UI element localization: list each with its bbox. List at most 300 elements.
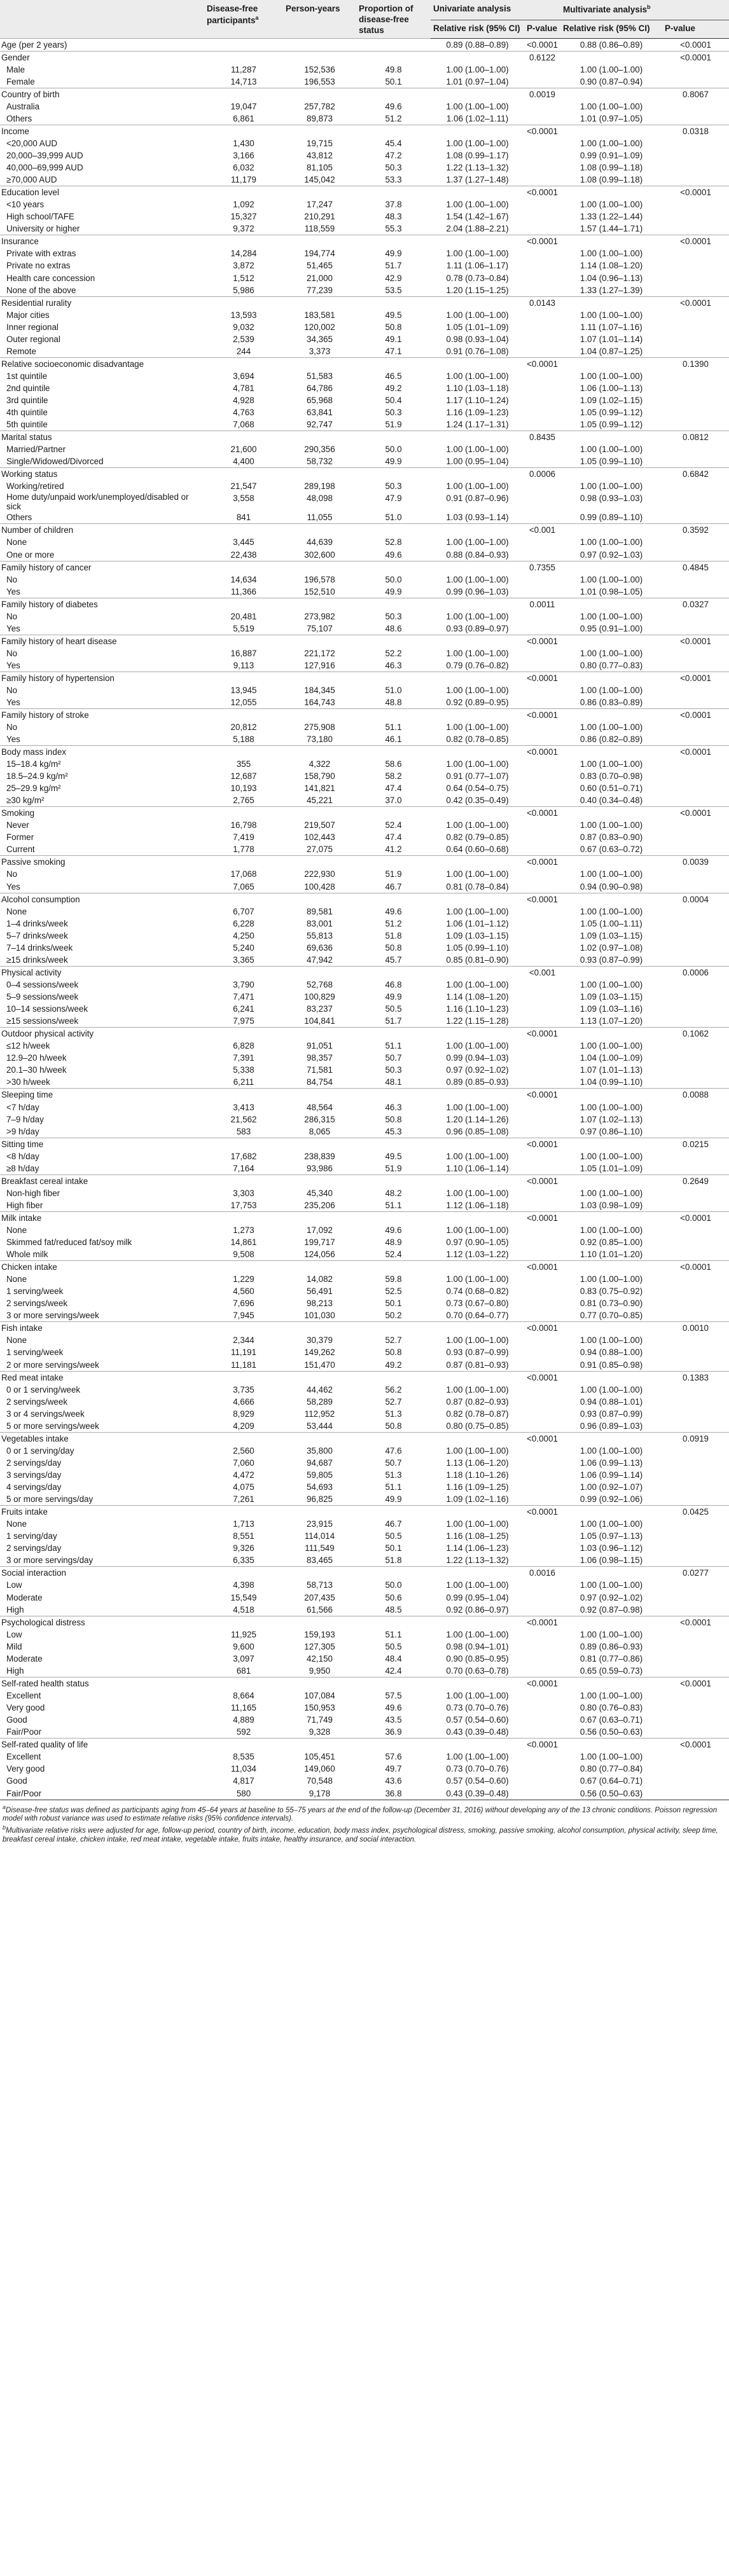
cell-proportion: 52.7 bbox=[385, 1396, 402, 1407]
cell-person-years: 84,754 bbox=[307, 1077, 333, 1087]
cell-participants bbox=[204, 125, 283, 137]
cell-multivariate-p: 0.0039 bbox=[662, 856, 729, 869]
cell-label: Yes bbox=[6, 660, 20, 670]
cell-univariate-p bbox=[524, 1641, 560, 1653]
cell-proportion: 52.5 bbox=[385, 1286, 402, 1297]
cell-person-years: 11,055 bbox=[307, 513, 333, 523]
cell-label: Non-high fiber bbox=[6, 1188, 60, 1198]
cell-multivariate-p bbox=[662, 443, 729, 455]
cell-person-years: 34,365 bbox=[307, 334, 333, 344]
cell-proportion: 48.5 bbox=[385, 1604, 402, 1615]
cell-participants bbox=[204, 1261, 283, 1274]
cell-univariate-p bbox=[524, 586, 560, 598]
cell-multivariate-p bbox=[662, 1003, 729, 1015]
cell-multivariate-p: 0.4845 bbox=[662, 561, 729, 574]
table-row bbox=[0, 659, 729, 672]
cell-proportion: 46.5 bbox=[385, 371, 402, 381]
cell-multivariate-p bbox=[662, 418, 729, 431]
cell-univariate-rr: 1.16 (1.09–1.25) bbox=[446, 1482, 509, 1492]
cell-proportion bbox=[356, 186, 431, 199]
cell-label: Former bbox=[6, 832, 34, 843]
cell-person-years: 27,075 bbox=[307, 844, 333, 855]
footnote-a bbox=[3, 1803, 726, 1824]
table-row bbox=[0, 623, 729, 635]
cell-univariate-p bbox=[524, 1309, 560, 1322]
cell-label: <20,000 AUD bbox=[6, 138, 58, 148]
cell-univariate-p: <0.0001 bbox=[524, 125, 560, 137]
cell-label: 2 servings/week bbox=[6, 1396, 68, 1407]
cell-multivariate-p bbox=[662, 770, 729, 782]
table-row bbox=[0, 1224, 729, 1236]
table-row bbox=[0, 1359, 729, 1372]
cell-multivariate-p bbox=[662, 1775, 729, 1787]
cell-univariate-p bbox=[524, 1126, 560, 1138]
cell-participants: 12,687 bbox=[230, 771, 257, 782]
cell-multivariate-rr: 1.05 (1.00–1.11) bbox=[580, 918, 642, 928]
cell-label: ≥30 kg/m² bbox=[6, 796, 45, 806]
cell-multivariate-p: 0.8067 bbox=[662, 88, 729, 100]
cell-multivariate-rr: 0.92 (0.87–0.98) bbox=[580, 1604, 643, 1615]
cell-univariate-p bbox=[524, 1592, 560, 1604]
cell-label: Insurance bbox=[0, 235, 204, 248]
cell-label: Self-rated quality of life bbox=[0, 1739, 204, 1751]
cell-proportion bbox=[356, 635, 431, 647]
cell-multivariate-p: 0.0088 bbox=[662, 1089, 729, 1101]
cell-univariate-rr: 0.64 (0.60–0.68) bbox=[446, 844, 509, 855]
cell-label: Others bbox=[6, 513, 32, 523]
cell-multivariate-p bbox=[662, 549, 729, 561]
cell-multivariate-p: 0.0006 bbox=[662, 966, 729, 979]
cell-participants: 3,413 bbox=[233, 1102, 254, 1112]
cell-proportion: 47.4 bbox=[385, 783, 402, 794]
cell-participants: 22,438 bbox=[230, 549, 257, 560]
cell-label: Skimmed fat/reduced fat/soy milk bbox=[6, 1237, 132, 1247]
cell-multivariate-p bbox=[662, 659, 729, 672]
cell-label: ≥15 drinks/week bbox=[6, 954, 68, 965]
cell-person-years: 44,639 bbox=[307, 537, 333, 548]
cell-person-years bbox=[283, 431, 356, 444]
table-body bbox=[0, 38, 729, 1799]
cell-multivariate-rr: 1.00 (1.00–1.00) bbox=[580, 64, 643, 74]
cell-multivariate-p: <0.0001 bbox=[662, 1677, 729, 1690]
table-row bbox=[0, 1408, 729, 1420]
cell-univariate-p: <0.0001 bbox=[524, 856, 560, 869]
cell-multivariate-p: <0.0001 bbox=[662, 38, 729, 51]
cell-univariate-rr: 1.00 (1.00–1.00) bbox=[446, 200, 509, 210]
cell-participants bbox=[204, 1567, 283, 1580]
cell-multivariate-p bbox=[662, 1592, 729, 1604]
variable-row bbox=[0, 88, 729, 100]
cell-participants bbox=[204, 1322, 283, 1335]
cell-multivariate-rr: 1.00 (1.00–1.00) bbox=[580, 869, 643, 879]
cell-univariate-rr: 0.99 (0.96–1.03) bbox=[446, 586, 509, 596]
cell-multivariate-rr bbox=[560, 856, 662, 869]
table-row bbox=[0, 549, 729, 561]
cell-participants: 11,366 bbox=[231, 586, 256, 596]
cell-participants: 9,032 bbox=[233, 322, 254, 332]
cell-multivariate-rr: 1.00 (1.00–1.00) bbox=[580, 722, 643, 732]
cell-multivariate-rr: 1.03 (0.96–1.12) bbox=[580, 1543, 643, 1553]
header-multivariate-label: Multivariate analysis bbox=[563, 4, 648, 15]
cell-proportion: 49.9 bbox=[385, 249, 402, 259]
cell-univariate-p: <0.001 bbox=[524, 966, 560, 979]
cell-univariate-rr: 1.10 (1.06–1.14) bbox=[446, 1163, 509, 1173]
cell-label: Excellent bbox=[6, 1752, 41, 1762]
cell-person-years bbox=[283, 1616, 356, 1629]
cell-univariate-rr: 0.81 (0.78–0.84) bbox=[446, 881, 509, 892]
cell-person-years: 83,237 bbox=[307, 1004, 333, 1014]
cell-person-years: 9,328 bbox=[309, 1727, 331, 1737]
cell-person-years bbox=[283, 1432, 356, 1445]
cell-univariate-p bbox=[524, 333, 560, 345]
table-row bbox=[0, 942, 729, 954]
cell-univariate-p: <0.0001 bbox=[524, 708, 560, 721]
cell-label: None bbox=[6, 1274, 27, 1285]
cell-label: High bbox=[6, 1665, 24, 1676]
cell-multivariate-p bbox=[662, 1187, 729, 1199]
cell-participants: 4,209 bbox=[233, 1421, 254, 1431]
cell-univariate-p bbox=[524, 174, 560, 186]
cell-univariate-p bbox=[524, 1420, 560, 1433]
cell-univariate-p bbox=[524, 418, 560, 431]
cell-univariate-rr: 1.14 (1.06–1.23) bbox=[446, 1543, 509, 1553]
cell-multivariate-p: <0.0001 bbox=[662, 51, 729, 64]
cell-univariate-p bbox=[524, 1665, 560, 1677]
cell-proportion: 51.1 bbox=[385, 1482, 402, 1492]
cell-univariate-rr bbox=[431, 186, 524, 199]
cell-multivariate-rr bbox=[560, 672, 662, 684]
cell-person-years: 43,812 bbox=[307, 150, 333, 160]
cell-label: Health care concession bbox=[6, 273, 95, 283]
cell-person-years bbox=[283, 88, 356, 100]
cell-label: Fair/Poor bbox=[6, 1788, 42, 1798]
cell-participants: 592 bbox=[236, 1727, 251, 1737]
cell-univariate-p bbox=[524, 1530, 560, 1542]
cell-participants: 6,241 bbox=[233, 1004, 254, 1014]
cell-proportion: 46.7 bbox=[385, 881, 402, 892]
cell-univariate-rr: 1.17 (1.10–1.24) bbox=[446, 396, 509, 406]
cell-person-years bbox=[283, 51, 356, 64]
cell-multivariate-rr: 1.05 (0.97–1.13) bbox=[580, 1531, 643, 1541]
cell-multivariate-rr bbox=[560, 51, 662, 64]
cell-person-years bbox=[283, 745, 356, 758]
cell-univariate-rr bbox=[431, 1322, 524, 1335]
cell-person-years: 257,782 bbox=[304, 101, 335, 111]
cell-person-years bbox=[283, 1138, 356, 1150]
cell-participants bbox=[204, 51, 283, 64]
cell-label: Working status bbox=[0, 468, 204, 481]
table-row bbox=[0, 1604, 729, 1616]
variable-row bbox=[0, 745, 729, 758]
cell-multivariate-p bbox=[662, 333, 729, 345]
cell-label: High bbox=[6, 1604, 24, 1615]
cell-univariate-rr: 1.00 (1.00–1.00) bbox=[446, 249, 509, 259]
cell-univariate-p bbox=[524, 259, 560, 272]
cell-multivariate-rr: 0.80 (0.77–0.84) bbox=[580, 1764, 643, 1774]
cell-label: No bbox=[6, 685, 18, 695]
table-row bbox=[0, 831, 729, 843]
cell-participants: 11,287 bbox=[231, 64, 256, 74]
cell-participants: 3,694 bbox=[233, 371, 254, 381]
cell-multivariate-p bbox=[662, 455, 729, 468]
cell-univariate-rr: 1.00 (1.00–1.00) bbox=[446, 481, 509, 492]
cell-univariate-rr bbox=[431, 672, 524, 684]
cell-univariate-rr: 1.22 (1.13–1.32) bbox=[446, 1555, 509, 1566]
cell-univariate-rr bbox=[431, 561, 524, 574]
header-multivariate bbox=[560, 0, 729, 20]
cell-person-years: 35,800 bbox=[307, 1445, 333, 1456]
cell-univariate-rr bbox=[431, 88, 524, 100]
cell-participants: 841 bbox=[236, 513, 251, 523]
cell-person-years bbox=[283, 357, 356, 370]
variable-row bbox=[0, 966, 729, 979]
cell-person-years: 63,841 bbox=[307, 408, 333, 418]
cell-label: Home duty/unpaid work/unemployed/disabled or sick bbox=[6, 492, 189, 512]
cell-multivariate-rr: 1.00 (1.00–1.00) bbox=[580, 138, 643, 148]
cell-proportion: 50.0 bbox=[385, 1580, 402, 1590]
cell-label: Education level bbox=[0, 186, 204, 199]
cell-label: Major cities bbox=[6, 310, 50, 320]
cell-proportion: 50.8 bbox=[385, 322, 402, 332]
cell-univariate-p bbox=[524, 1052, 560, 1064]
cell-multivariate-rr bbox=[560, 708, 662, 721]
cell-label: Australia bbox=[6, 101, 40, 111]
cell-proportion: 48.6 bbox=[385, 623, 402, 633]
cell-univariate-p bbox=[524, 1224, 560, 1236]
cell-multivariate-p bbox=[662, 1273, 729, 1285]
cell-participants bbox=[204, 1174, 283, 1187]
cell-multivariate-p bbox=[662, 210, 729, 223]
cell-univariate-rr: 0.74 (0.68–0.82) bbox=[446, 1286, 509, 1297]
cell-proportion bbox=[356, 1616, 431, 1629]
cell-multivariate-p bbox=[662, 113, 729, 125]
cell-univariate-p: <0.0001 bbox=[524, 1739, 560, 1751]
cell-proportion: 50.2 bbox=[385, 1311, 402, 1321]
cell-proportion: 46.8 bbox=[385, 979, 402, 989]
header-proportion: Proportion of disease-free status bbox=[356, 0, 431, 38]
cell-multivariate-rr bbox=[560, 1211, 662, 1224]
cell-label: Low bbox=[6, 1629, 22, 1639]
cell-multivariate-p bbox=[662, 259, 729, 272]
cell-multivariate-rr: 1.00 (1.00–1.00) bbox=[580, 1629, 643, 1639]
variable-row bbox=[0, 468, 729, 481]
cell-person-years: 17,247 bbox=[307, 200, 333, 210]
cell-univariate-p bbox=[524, 684, 560, 696]
table-row bbox=[0, 1334, 729, 1346]
cell-univariate-rr: 0.42 (0.35–0.49) bbox=[446, 796, 509, 806]
cell-multivariate-rr: 1.00 (1.00–1.00) bbox=[580, 101, 643, 111]
cell-person-years: 30,379 bbox=[307, 1335, 333, 1346]
cell-univariate-rr: 0.70 (0.64–0.77) bbox=[446, 1311, 509, 1321]
cell-person-years: 45,221 bbox=[307, 796, 333, 806]
cell-proportion bbox=[356, 1211, 431, 1224]
table-row bbox=[0, 1714, 729, 1726]
cell-label: 7–14 drinks/week bbox=[6, 942, 73, 953]
table-row bbox=[0, 162, 729, 174]
cell-multivariate-p bbox=[662, 394, 729, 406]
cell-multivariate-rr: 0.88 (0.86–0.89) bbox=[560, 38, 662, 51]
cell-univariate-rr bbox=[431, 1028, 524, 1040]
cell-participants: 4,666 bbox=[233, 1396, 254, 1407]
header-multivariate-sup: b bbox=[647, 4, 651, 10]
cell-multivariate-p bbox=[662, 100, 729, 113]
cell-proportion: 50.7 bbox=[385, 1457, 402, 1468]
variable-row bbox=[0, 635, 729, 647]
cell-person-years bbox=[283, 856, 356, 869]
cell-proportion: 52.2 bbox=[385, 648, 402, 658]
cell-univariate-rr: 0.96 (0.85–1.08) bbox=[446, 1126, 509, 1136]
cell-univariate-rr bbox=[431, 1138, 524, 1150]
cell-proportion: 51.8 bbox=[385, 1555, 402, 1566]
cell-label: None bbox=[6, 1335, 27, 1346]
cell-label: 1st quintile bbox=[6, 371, 48, 381]
variable-row bbox=[0, 708, 729, 721]
cell-univariate-rr: 1.20 (1.15–1.25) bbox=[446, 285, 509, 295]
cell-multivariate-rr bbox=[560, 966, 662, 979]
cell-label: Current bbox=[6, 844, 35, 855]
cell-proportion: 53.5 bbox=[385, 285, 402, 295]
cell-multivariate-p bbox=[662, 574, 729, 586]
cell-multivariate-p bbox=[662, 1076, 729, 1089]
cell-proportion: 50.3 bbox=[385, 408, 402, 418]
cell-proportion: 50.6 bbox=[385, 1592, 402, 1602]
cell-participants: 15,327 bbox=[230, 212, 257, 222]
cell-univariate-rr: 1.00 (1.00–1.00) bbox=[446, 101, 509, 111]
cell-label: ≥15 sessions/week bbox=[6, 1016, 79, 1026]
cell-person-years: 290,356 bbox=[304, 444, 335, 455]
cell-participants: 9,326 bbox=[233, 1543, 254, 1553]
cell-multivariate-rr: 1.05 (0.99–1.12) bbox=[580, 408, 643, 418]
cell-participants bbox=[204, 1616, 283, 1629]
cell-proportion: 51.0 bbox=[385, 513, 402, 523]
cell-proportion bbox=[356, 1261, 431, 1274]
cell-multivariate-p bbox=[662, 1224, 729, 1236]
cell-label: Married/Partner bbox=[6, 444, 66, 455]
cell-univariate-p: <0.0001 bbox=[524, 357, 560, 370]
cell-univariate-rr: 1.00 (1.00–1.00) bbox=[446, 611, 509, 621]
cell-label: Milk intake bbox=[0, 1211, 204, 1224]
cell-person-years: 219,507 bbox=[304, 820, 335, 830]
cell-univariate-rr: 1.06 (1.01–1.12) bbox=[446, 918, 509, 928]
cell-multivariate-rr: 1.00 (1.00–1.00) bbox=[580, 1519, 643, 1529]
cell-person-years: 152,510 bbox=[304, 586, 335, 596]
cell-label: Number of children bbox=[0, 524, 204, 537]
header-multivariate-rr: Relative risk (95% CI) bbox=[560, 20, 662, 39]
cell-univariate-rr: 1.00 (1.00–1.00) bbox=[446, 1384, 509, 1395]
cell-multivariate-rr: 1.02 (0.97–1.08) bbox=[580, 942, 643, 953]
cell-multivariate-rr: 0.94 (0.88–1.00) bbox=[580, 1347, 643, 1358]
table-row bbox=[0, 333, 729, 345]
cell-proportion: 57.6 bbox=[385, 1752, 402, 1762]
cell-proportion: 49.9 bbox=[385, 992, 402, 1002]
cell-proportion: 49.6 bbox=[385, 549, 402, 560]
cell-univariate-rr: 0.43 (0.39–0.48) bbox=[446, 1727, 509, 1737]
cell-participants: 1,229 bbox=[233, 1274, 254, 1285]
cell-univariate-rr: 0.87 (0.82–0.93) bbox=[446, 1396, 509, 1407]
cell-proportion: 36.8 bbox=[385, 1788, 402, 1798]
cell-multivariate-p bbox=[662, 1530, 729, 1542]
cell-proportion: 50.4 bbox=[385, 396, 402, 406]
cell-univariate-rr: 0.97 (0.92–1.02) bbox=[446, 1065, 509, 1075]
table-row bbox=[0, 610, 729, 623]
cell-univariate-rr: 1.00 (1.00–1.00) bbox=[446, 1225, 509, 1235]
cell-univariate-rr bbox=[431, 598, 524, 610]
cell-multivariate-p bbox=[662, 954, 729, 967]
cell-label: Breakfast cereal intake bbox=[0, 1174, 204, 1187]
cell-univariate-p: <0.0001 bbox=[524, 38, 560, 51]
cell-multivariate-p bbox=[662, 1763, 729, 1775]
cell-person-years bbox=[283, 1567, 356, 1580]
cell-univariate-p: <0.0001 bbox=[524, 1138, 560, 1150]
table-row bbox=[0, 272, 729, 284]
cell-multivariate-rr: 0.86 (0.83–0.89) bbox=[580, 697, 643, 707]
variable-row bbox=[0, 1677, 729, 1690]
cell-univariate-p bbox=[524, 659, 560, 672]
cell-participants bbox=[204, 431, 283, 444]
cell-label: Family history of hypertension bbox=[0, 672, 204, 684]
cell-univariate-p bbox=[524, 1714, 560, 1726]
cell-univariate-rr bbox=[431, 431, 524, 444]
table-row bbox=[0, 918, 729, 930]
cell-univariate-rr: 1.16 (1.10–1.23) bbox=[446, 1004, 509, 1014]
cell-label: No bbox=[6, 722, 18, 732]
cell-participants: 9,372 bbox=[233, 224, 254, 234]
table-row bbox=[0, 1763, 729, 1775]
cell-proportion: 58.2 bbox=[385, 771, 402, 782]
cell-univariate-rr: 1.01 (0.97–1.04) bbox=[446, 76, 509, 86]
cell-proportion: 51.2 bbox=[385, 113, 402, 123]
cell-label: 10–14 sessions/week bbox=[6, 1004, 88, 1014]
cell-person-years bbox=[283, 468, 356, 481]
cell-multivariate-p bbox=[662, 247, 729, 259]
cell-univariate-rr: 0.90 (0.85–0.95) bbox=[446, 1653, 509, 1663]
table-row bbox=[0, 480, 729, 492]
cell-person-years: 75,107 bbox=[307, 623, 333, 633]
cell-multivariate-p bbox=[662, 696, 729, 709]
cell-proportion: 51.3 bbox=[385, 1470, 402, 1480]
cell-univariate-rr: 0.78 (0.73–0.84) bbox=[446, 273, 509, 283]
variable-row bbox=[0, 431, 729, 444]
cell-multivariate-rr: 1.06 (1.00–1.13) bbox=[580, 383, 643, 393]
cell-proportion: 50.0 bbox=[385, 574, 402, 584]
cell-participants: 5,519 bbox=[233, 623, 254, 633]
cell-univariate-rr: 1.09 (1.03–1.15) bbox=[446, 930, 509, 940]
cell-multivariate-rr bbox=[560, 1739, 662, 1751]
cell-participants bbox=[204, 561, 283, 574]
cell-participants: 7,060 bbox=[233, 1457, 254, 1468]
cell-multivariate-p bbox=[662, 480, 729, 492]
cell-multivariate-rr bbox=[560, 1028, 662, 1040]
cell-label: Psychological distress bbox=[0, 1616, 204, 1629]
table-row bbox=[0, 284, 729, 297]
variable-row bbox=[0, 1028, 729, 1040]
cell-univariate-rr: 1.00 (1.00–1.00) bbox=[446, 1041, 509, 1051]
cell-univariate-p bbox=[524, 113, 560, 125]
cell-multivariate-rr: 1.00 (1.00–1.00) bbox=[580, 444, 643, 455]
cell-univariate-rr: 1.00 (1.00–1.00) bbox=[446, 1151, 509, 1161]
cell-multivariate-p: 0.0004 bbox=[662, 893, 729, 906]
cell-univariate-p bbox=[524, 1187, 560, 1199]
footnote-a-text: Disease-free status was defined as participants aging from 45–64 years at baseline to 55–75 years at the end of the follow-up (December 31, 2016) without developing any of the 13 chronic conditions. Poisson regression model with robust variance was used to estimate relative risks (95% confidence intervals). bbox=[3, 1806, 718, 1823]
cell-proportion bbox=[356, 1432, 431, 1445]
cell-person-years: 64,786 bbox=[307, 383, 333, 393]
cell-univariate-rr: 0.93 (0.87–0.99) bbox=[446, 1347, 509, 1358]
cell-proportion: 55.3 bbox=[385, 224, 402, 234]
cell-participants: 3,097 bbox=[233, 1653, 254, 1663]
cell-label: One or more bbox=[6, 549, 55, 560]
cell-participants: 21,547 bbox=[230, 481, 257, 492]
cell-proportion: 46.3 bbox=[385, 660, 402, 670]
